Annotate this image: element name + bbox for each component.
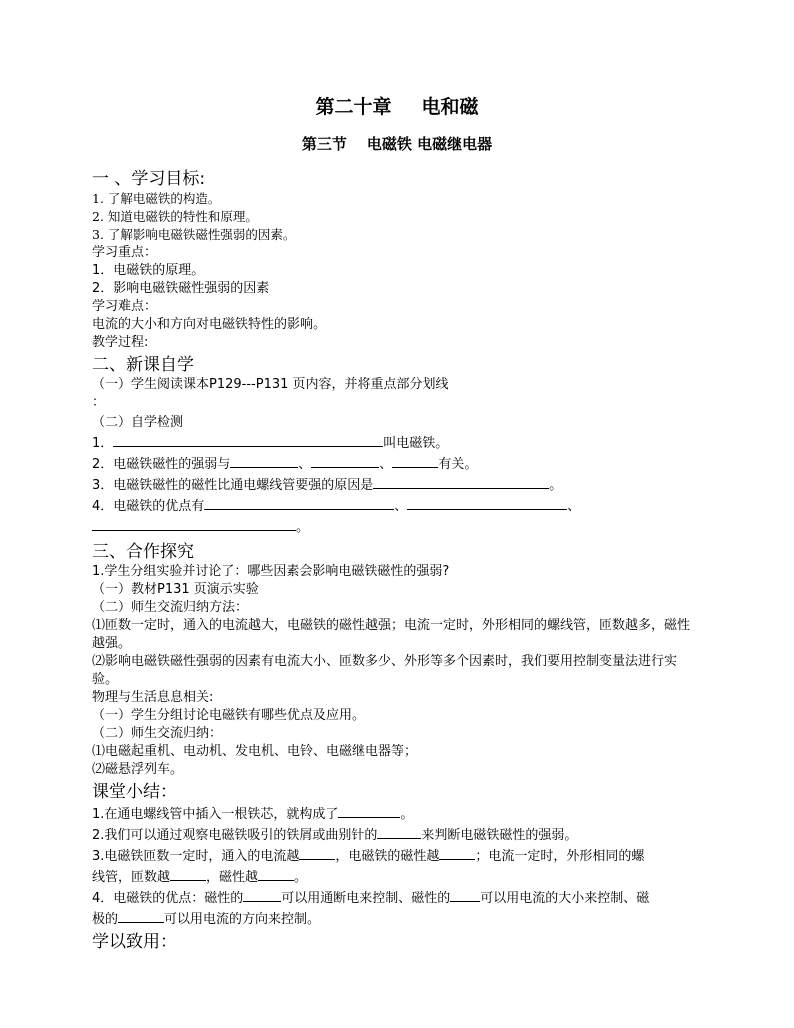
goal-item: 2. 知道电磁铁的特性和原理。 <box>92 209 258 224</box>
goal-item: 3. 了解影响电磁铁磁性强弱的因素。 <box>92 227 296 242</box>
answer-blank[interactable] <box>450 887 480 902</box>
answer-blank[interactable] <box>118 908 164 923</box>
answer-blank[interactable] <box>258 866 294 881</box>
explore-question: 1.学生分组实验并讨论了：哪些因素会影响电磁铁磁性的强弱? <box>92 564 450 579</box>
life-summary-label: （二）师生交流归纳： <box>92 726 223 741</box>
answer-blank[interactable] <box>377 824 421 839</box>
answer-blank[interactable] <box>299 845 335 860</box>
question-4: 4．电磁铁的优点有 、 、 <box>92 495 702 516</box>
application-2: ⑵磁悬浮列车。 <box>92 762 184 777</box>
answer-blank[interactable] <box>392 453 438 468</box>
chapter-title <box>0 92 794 119</box>
question-1: 1． 叫电磁铁。 <box>92 432 702 453</box>
self-check-label: （二）自学检测 <box>92 415 184 430</box>
chapter-topic: 电和磁 <box>421 96 479 118</box>
section-title <box>0 133 794 154</box>
application-1: ⑴电磁起重机、电动机、发电机、电铃、电磁继电器等； <box>92 744 418 759</box>
answer-blank[interactable] <box>113 432 383 447</box>
chapter-number: 第二十章 <box>315 96 392 118</box>
goal-item: 1. 了解电磁铁的构造。 <box>92 191 221 206</box>
method-point-2: ⑵影响电磁铁磁性强弱的因素有电流大小、匝数多少、外形等多个因素时，我们要用控制变量法进行实验。 <box>92 654 678 687</box>
method-point-1: ⑴匝数一定时，通入的电流越大，电磁铁的磁性越强；电流一定时，外形相同的螺线管，匝数越多，磁性越强。 <box>92 618 691 651</box>
summary-3-continued: 线管，匝数越 ，磁性越 。 <box>92 866 702 887</box>
summary-4: 4．电磁铁的优点：磁性的 可以用通断电来控制、磁性的 可以用电流的大小来控制、磁 <box>92 887 702 908</box>
process-label: 教学过程: <box>92 335 149 350</box>
answer-blank[interactable] <box>338 803 400 818</box>
key-point-item: 1．电磁铁的原理。 <box>92 263 205 278</box>
reading-colon: ： <box>92 395 106 410</box>
summary-2: 2.我们可以通过观察电磁铁吸引的铁屑或曲别针的 来判断电磁铁磁性的强弱。 <box>92 824 702 845</box>
question-3: 3．电磁铁磁性的磁性比通电螺线管要强的原因是 。 <box>92 474 702 495</box>
reading-instruction: （一）学生阅读课本P129---P131 页内容，并将重点部分划线 <box>92 377 449 392</box>
document-body <box>92 168 702 953</box>
life-label: 物理与生活息息相关: <box>92 690 214 705</box>
section-topic: 电磁铁 电磁继电器 <box>366 135 493 153</box>
answer-blank[interactable] <box>170 866 206 881</box>
answer-blank[interactable] <box>407 495 567 510</box>
life-discussion: （一）学生分组讨论电磁铁有哪些优点及应用。 <box>92 708 366 723</box>
explore-heading: 三、合作探究 <box>92 542 194 562</box>
answer-blank[interactable] <box>373 474 549 489</box>
key-points-label: 学习重点： <box>92 245 158 260</box>
answer-blank[interactable] <box>243 887 281 902</box>
demo-experiment: （一）教材P131 页演示实验 <box>92 582 259 597</box>
answer-blank[interactable] <box>439 845 475 860</box>
answer-blank[interactable] <box>311 453 379 468</box>
answer-blank[interactable] <box>230 453 298 468</box>
question-4-continued: 。 <box>92 516 702 537</box>
key-point-item: 2．影响电磁铁磁性强弱的因素 <box>92 281 270 296</box>
self-study-heading: 二、新课自学 <box>92 355 194 375</box>
goals-heading: 一 、学习目标: <box>92 169 206 189</box>
difficulty-label: 学习难点： <box>92 299 158 314</box>
method-label: （二）师生交流归纳方法： <box>92 600 249 615</box>
apply-heading: 学以致用： <box>92 932 177 952</box>
question-2: 2．电磁铁磁性的强弱与 、 、 有关。 <box>92 453 702 474</box>
summary-1: 1.在通电螺线管中插入一根铁芯，就构成了 。 <box>92 803 702 824</box>
summary-3: 3.电磁铁匝数一定时，通入的电流越 ，电磁铁的磁性越 ；电流一定时，外形相同的螺 <box>92 845 702 866</box>
difficulty-text: 电流的大小和方向对电磁铁特性的影响。 <box>92 317 327 332</box>
summary-4-continued: 极的 可以用电流的方向来控制。 <box>92 908 702 929</box>
summary-heading: 课堂小结： <box>92 782 177 802</box>
section-number: 第三节 <box>301 135 347 153</box>
answer-blank[interactable] <box>204 495 394 510</box>
answer-blank[interactable] <box>92 516 296 531</box>
